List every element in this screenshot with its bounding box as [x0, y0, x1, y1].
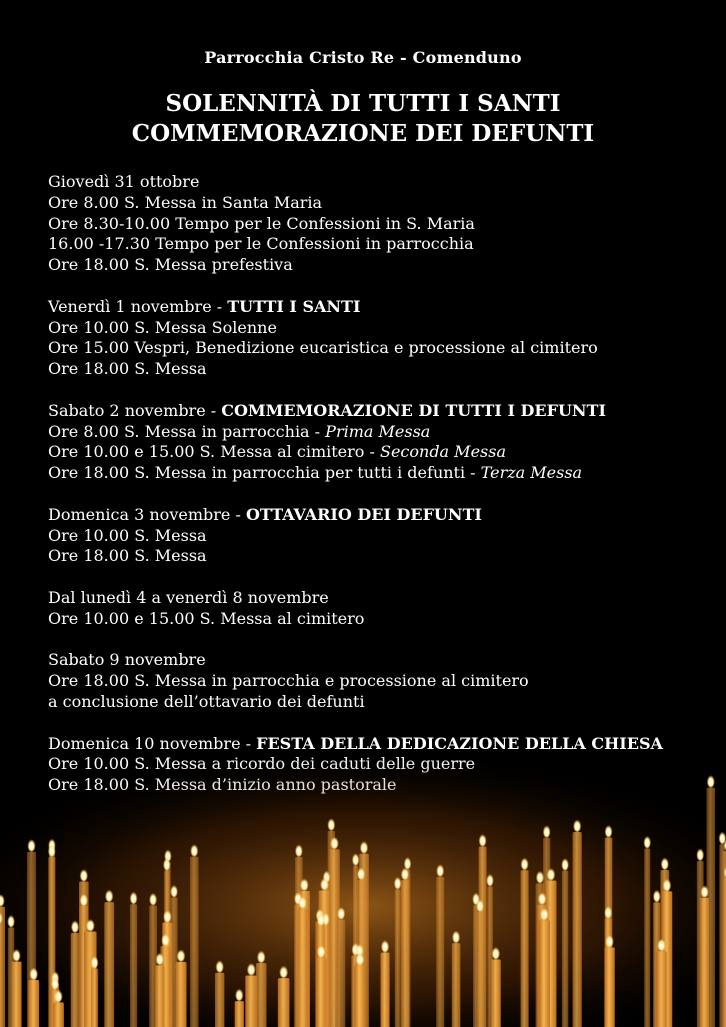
event-text: Ore 10.00 S. Messa: [48, 525, 207, 545]
day-label: Sabato 2 novembre -: [48, 400, 222, 420]
candle-flame: [235, 987, 244, 1001]
event-text: Ore 10.00 S. Messa Solenne: [48, 317, 277, 337]
candle-flame: [486, 872, 494, 886]
candle: [11, 961, 21, 1027]
event-text: Ore 10.00 e 15.00 S. Messa al cimitero -: [48, 442, 380, 462]
candle-flame: [54, 988, 63, 1002]
candle-flame: [643, 834, 651, 848]
candle-flame: [540, 906, 549, 920]
candle-flame: [478, 833, 486, 847]
event-note: Prima Messa: [325, 421, 431, 441]
candle-flame: [536, 869, 545, 883]
event-line: [48, 234, 688, 255]
feast-name: COMMEMORAZIONE DI TUTTI I DEFUNTI: [221, 400, 606, 420]
candle: [235, 1001, 244, 1027]
candle-flame: [543, 824, 551, 838]
event-line: [48, 422, 688, 443]
candle-flame: [604, 824, 612, 838]
day-heading: [48, 734, 688, 755]
candle-flame: [257, 949, 266, 963]
candle-flame: [491, 945, 500, 959]
candle: [539, 920, 550, 1027]
day-heading: [48, 172, 688, 193]
event-line: [48, 338, 688, 359]
event-line: [48, 671, 688, 692]
candle-flame: [546, 867, 555, 881]
candle-flame: [300, 877, 309, 891]
candle-flame: [700, 884, 709, 898]
candle-flame: [357, 866, 365, 880]
candle: [436, 877, 444, 1027]
candle: [477, 912, 484, 1027]
event-text: a conclusione dell’ottavario dei defunti: [48, 691, 365, 711]
candle-flame: [163, 909, 172, 923]
candle: [53, 1002, 64, 1027]
schedule-block: [48, 505, 688, 567]
day-label: Venerdì 1 novembre -: [48, 296, 228, 316]
candle-flame: [51, 976, 60, 990]
event-line: [48, 609, 688, 630]
candle-flame: [7, 913, 15, 927]
event-line: [48, 546, 688, 567]
candle-flame: [71, 919, 79, 933]
event-note: Seconda Messa: [379, 442, 506, 462]
candle-flame: [330, 835, 339, 849]
event-text: Ore 18.00 S. Messa: [48, 359, 207, 379]
candle-flame: [279, 964, 288, 978]
event-text: Ore 18.00 S. Messa in parrocchia e processione al cimitero: [48, 671, 529, 691]
event-line: [48, 318, 688, 339]
candle: [604, 947, 614, 1027]
day-label: Domenica 10 novembre -: [48, 733, 257, 753]
day-label: Dal lunedì 4 a venerdì 8 novembre: [48, 587, 329, 607]
candle: [452, 943, 461, 1027]
candle: [245, 976, 257, 1027]
candle-flame: [317, 912, 326, 926]
day-heading: [48, 401, 688, 422]
candle-flame: [436, 863, 444, 877]
event-text: Ore 10.00 e 15.00 S. Messa al cimitero: [48, 608, 365, 628]
candle: [656, 951, 667, 1027]
candle-flame: [604, 904, 612, 918]
candle: [316, 957, 327, 1027]
event-line: [48, 463, 688, 484]
candle-flame: [327, 817, 335, 831]
candle-flame: [80, 892, 89, 906]
event-note: Terza Messa: [480, 463, 583, 483]
candle-flame: [573, 818, 582, 832]
candle: [215, 973, 224, 1027]
schedule-block: [48, 172, 688, 276]
candle-flame: [337, 905, 345, 919]
event-line: [48, 692, 688, 713]
event-line: [48, 255, 688, 276]
candle: [256, 963, 267, 1027]
candle: [644, 848, 650, 1027]
event-line: [48, 526, 688, 547]
event-line: [48, 442, 688, 463]
candle-flame: [663, 877, 672, 891]
candle: [380, 953, 389, 1027]
day-heading: [48, 588, 688, 609]
candle: [354, 965, 366, 1027]
candles-photo: [0, 760, 726, 1027]
candle: [278, 978, 290, 1027]
candle: [155, 965, 164, 1027]
candle: [337, 919, 345, 1027]
feast-name: FESTA DELLA DEDICAZIONE DELLA CHIESA: [256, 733, 663, 753]
candle-flame: [355, 951, 364, 965]
candle-flame: [561, 857, 569, 871]
candle: [28, 980, 39, 1027]
candle-flame: [215, 959, 224, 973]
candle: [0, 924, 3, 1027]
candle: [700, 898, 709, 1027]
candle-flame: [190, 843, 198, 857]
candle-flame: [476, 898, 484, 912]
page-title-line-2: COMMEMORAZIONE DEI DEFUNTI: [131, 120, 595, 147]
event-text: Ore 18.00 S. Messa: [48, 546, 207, 566]
candle: [562, 871, 568, 1027]
candle-flame: [247, 962, 256, 976]
schedule-block: [48, 588, 688, 630]
page-title-line-1: SOLENNITÀ DI TUTTI I SANTI: [165, 90, 561, 117]
candle-flame: [295, 843, 303, 857]
candle-flame: [381, 939, 390, 953]
event-line: [48, 193, 688, 214]
candle: [175, 962, 186, 1027]
candle-flame: [161, 932, 170, 946]
day-label: Sabato 9 novembre: [48, 650, 206, 670]
candle-flame: [605, 933, 614, 947]
event-text: Ore 8.00 S. Messa in parrocchia -: [48, 421, 326, 441]
candle-flame: [298, 895, 307, 909]
feast-name: OTTAVARIO DEI DEFUNTI: [245, 504, 482, 524]
candle: [91, 968, 98, 1027]
candle-flame: [176, 948, 185, 962]
event-text: Ore 18.00 S. Messa prefestiva: [48, 255, 293, 275]
candle-flame: [538, 891, 547, 905]
candle: [395, 889, 401, 1027]
candle: [71, 933, 80, 1027]
event-text: 16.00 -17.30 Tempo per le Confessioni in parrocchia: [48, 234, 474, 254]
day-heading: [48, 297, 688, 318]
candle: [573, 832, 582, 1027]
candle-flame: [29, 966, 38, 980]
day-heading: [48, 505, 688, 526]
candle-flame: [657, 937, 666, 951]
candle: [491, 959, 501, 1027]
candle-flame: [170, 883, 178, 897]
candle-flame: [163, 857, 171, 871]
candle-flame: [27, 838, 36, 852]
candle-flame: [105, 888, 114, 902]
candle-flame: [661, 856, 669, 870]
candle-flame: [86, 917, 95, 931]
feast-name: TUTTI I SANTI: [227, 296, 361, 316]
day-heading: [48, 650, 688, 671]
candle: [298, 909, 308, 1027]
candle-flame: [317, 943, 326, 957]
candle-flame: [401, 866, 409, 880]
candle: [190, 857, 198, 1027]
candle-flame: [360, 840, 369, 854]
day-label: Domenica 3 novembre -: [48, 504, 246, 524]
candle-flame: [696, 847, 704, 861]
event-text: Ore 8.00 S. Messa in Santa Maria: [48, 192, 323, 212]
candle-flame: [79, 868, 88, 882]
event-line: [48, 214, 688, 235]
event-text: Ore 18.00 S. Messa in parrocchia per tutti i defunti -: [48, 463, 481, 483]
candle-flame: [155, 951, 164, 965]
candle-flame: [12, 947, 21, 961]
candle-flame: [320, 876, 329, 890]
day-label: Giovedì 31 ottobre: [48, 172, 200, 191]
schedule-block: [48, 401, 688, 484]
candle-flame: [394, 875, 402, 889]
parish-name: Parrocchia Cristo Re - Comenduno: [204, 48, 522, 67]
candle-flame: [352, 852, 360, 866]
schedule-list: [48, 172, 688, 817]
candle-flame: [149, 891, 157, 905]
candle: [130, 904, 137, 1027]
event-text: Ore 15.00 Vespri, Benedizione eucaristica e processione al cimitero: [48, 338, 598, 358]
schedule-block: [48, 650, 688, 712]
schedule-block: [48, 297, 688, 380]
candle-flame: [520, 856, 528, 870]
candle-flame: [91, 954, 99, 968]
event-text: Ore 8.30-10.00 Tempo per le Confessioni in S. Maria: [48, 213, 475, 233]
candle-flame: [130, 890, 138, 904]
candle-flame: [48, 843, 56, 857]
candle: [521, 870, 529, 1027]
event-line: [48, 359, 688, 380]
candle-flame: [452, 929, 460, 943]
candle: [104, 902, 114, 1027]
candle-flame: [707, 774, 715, 788]
candle: [401, 880, 410, 1027]
candle-flame: [653, 888, 661, 902]
